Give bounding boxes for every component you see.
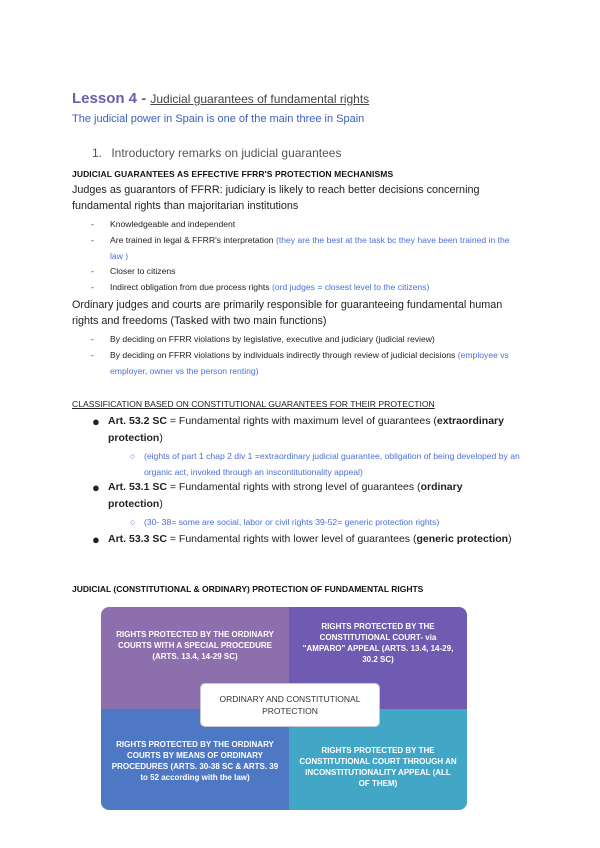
- classification-heading: CLASSIFICATION BASED ON CONSTITUTIONAL GUARANTEES FOR THEIR PROTECTION: [72, 399, 435, 409]
- quadrant-inconstitutionality-appeal: RIGHTS PROTECTED BY THE CONSTITUTIONAL COURT THROUGH AN INCONSTITUTIONALITY APPEAL (ALL OF THEM): [289, 709, 467, 810]
- judges-paragraph: Judges as guarantors of FFRR: judiciary is likely to reach better decisions concerning fundamental rights than majoritarian institutions: [72, 184, 480, 212]
- ordinary-paragraph: Ordinary judges and courts are primarily responsible for guaranteeing fundamental human rights and freedoms (Tasked with two main functions): [72, 299, 503, 327]
- center-protection-box: ORDINARY AND CONSTITUTIONAL PROTECTION: [200, 683, 380, 727]
- article-item: ● Art. 53.2 SC = Fundamental rights with maximum level of guarantees (extraordinary protection): [92, 414, 504, 444]
- list-item: - Closer to citizens: [91, 266, 176, 276]
- article-item: ● Art. 53.1 SC = Fundamental rights with strong level of guarantees (ordinary protection): [92, 480, 463, 510]
- list-item: - By deciding on FFRR violations by individuals indirectly through review of judicial decisions (employee vs employer, owner vs the person renting): [91, 350, 509, 376]
- lesson-number: Lesson 4 -: [72, 90, 151, 107]
- section-heading: [92, 146, 341, 160]
- lesson-subtitle: Judicial guarantees of fundamental rights: [150, 92, 370, 106]
- quadrant-amparo-appeal: RIGHTS PROTECTED BY THE CONSTITUTIONAL COURT- via "AMPARO" APPEAL (ARTS. 13.4, 14-29, 30.2 SC): [289, 607, 467, 709]
- protection-diagram: [101, 607, 467, 810]
- list-item: - Indirect obligation from due process rights (ord judges = closest level to the citizens): [91, 282, 430, 292]
- list-item: - Knowledgeable and independent: [91, 219, 236, 229]
- quadrant-ordinary-special: RIGHTS PROTECTED BY THE ORDINARY COURTS WITH A SPECIAL PROCEDURE (ARTS. 13.4, 14-29 SC): [101, 607, 289, 709]
- section-title: Introductory remarks on judicial guarantees: [111, 146, 342, 160]
- mechanisms-heading: JUDICIAL GUARANTEES AS EFFECTIVE FFRR'S PROTECTION MECHANISMS: [72, 169, 394, 179]
- list-item: - By deciding on FFRR violations by legislative, executive and judiciary (judicial review): [91, 334, 435, 344]
- intro-line: The judicial power in Spain is one of the main three in Spain: [72, 113, 365, 125]
- article-note: ○ (eights of part 1 chap 2 div 1 =extraordinary judicial guarantee, obligation of being developed by an organic act, invoked through an inscontitutionality appeal): [130, 451, 520, 477]
- protection-heading: JUDICIAL (CONSTITUTIONAL & ORDINARY) PROTECTION OF FUNDAMENTAL RIGHTS: [72, 584, 424, 594]
- list-item: - Are trained in legal & FFRR's interpretation (they are the best at the task bc they have been trained in the law ): [91, 235, 510, 261]
- quadrant-ordinary-procedures: RIGHTS PROTECTED BY THE ORDINARY COURTS BY MEANS OF ORDINARY PROCEDURES (ARTS. 30-38 SC & ARTS. 39 to 52 according with the law): [101, 709, 289, 810]
- lesson-title: [72, 90, 369, 107]
- section-number: 1.: [92, 146, 103, 160]
- article-item: ● Art. 53.3 SC = Fundamental rights with lower level of guarantees (generic protection): [92, 532, 512, 547]
- article-note: ○ (30- 38= some are social, labor or civil rights 39-52= generic protection rights): [130, 517, 440, 527]
